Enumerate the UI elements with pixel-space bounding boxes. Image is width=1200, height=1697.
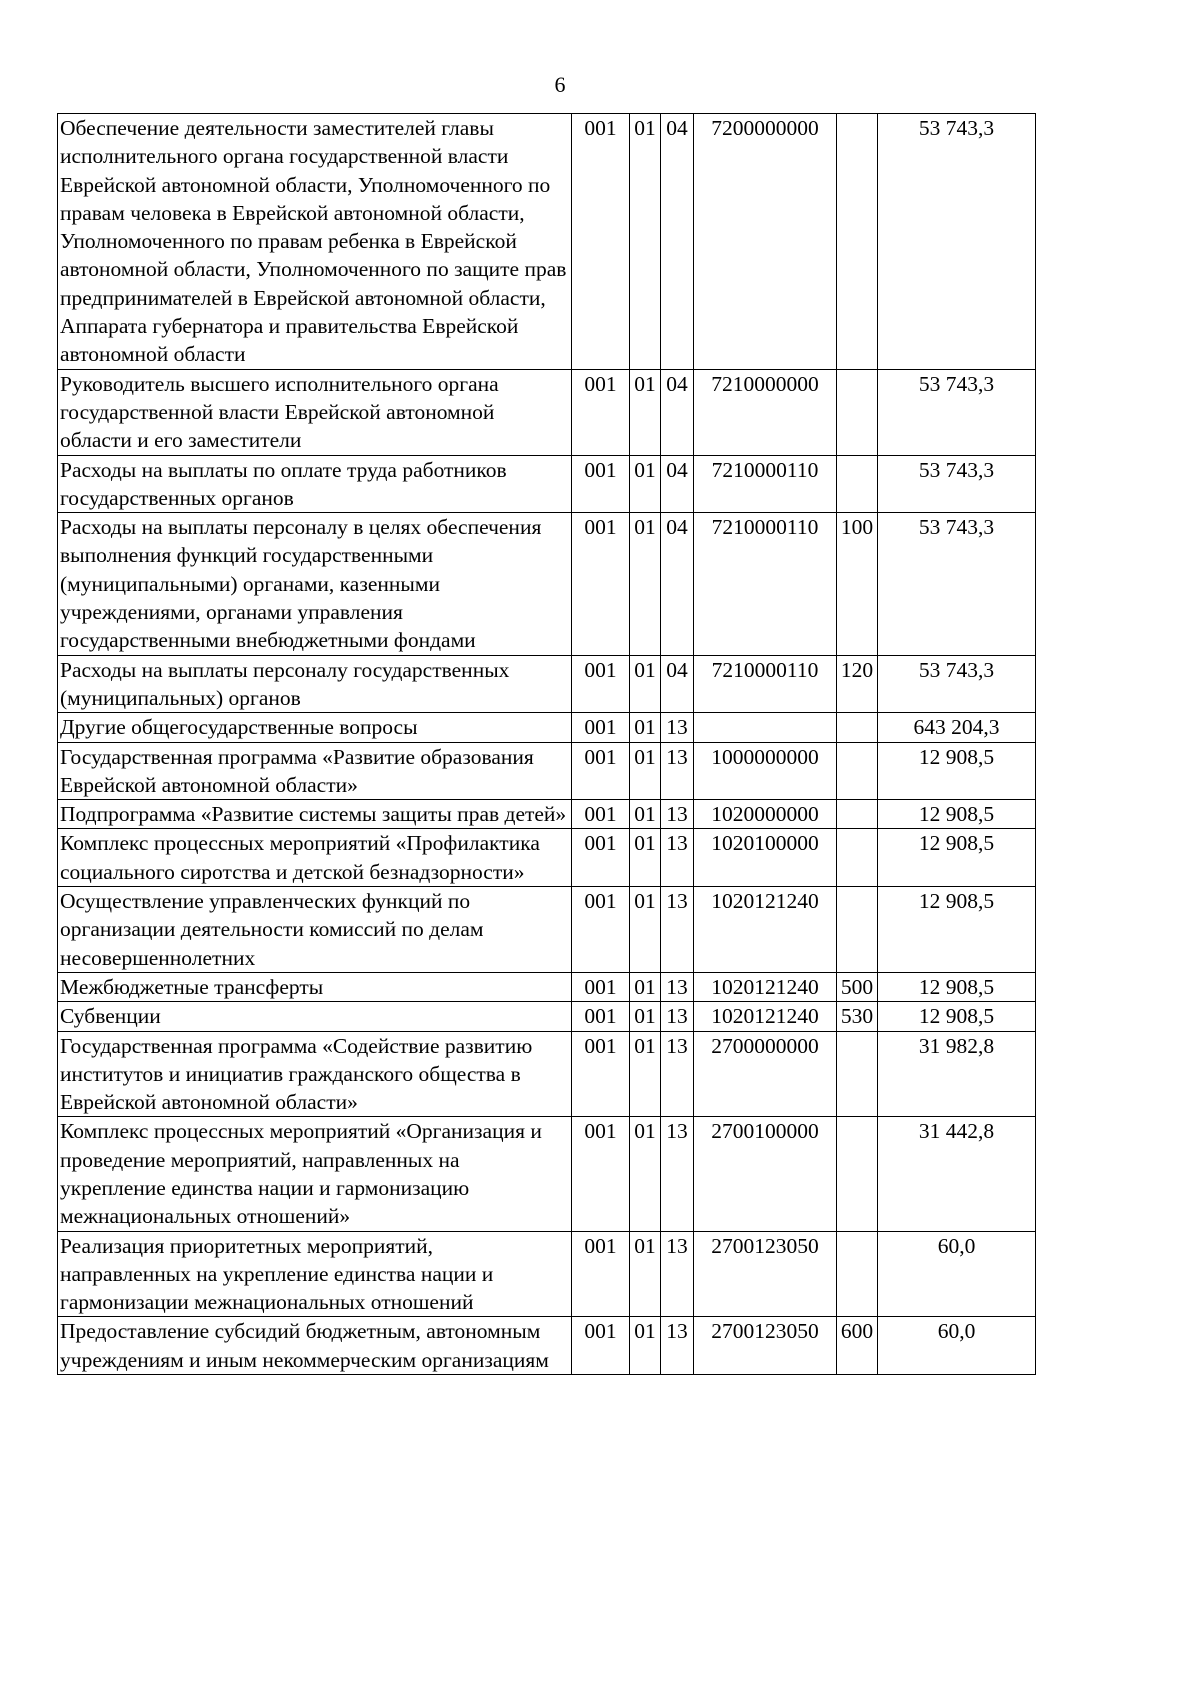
table-row	[58, 829, 1036, 887]
admin-code: 001	[572, 114, 630, 370]
admin-code: 001	[572, 455, 630, 513]
subsection-code: 13	[661, 1231, 694, 1317]
admin-code: 001	[572, 513, 630, 655]
amount: 53 743,3	[878, 114, 1036, 370]
target-article-code: 2700123050	[694, 1231, 837, 1317]
target-article-code: 2700123050	[694, 1317, 837, 1375]
page-number: 6	[554, 72, 566, 97]
amount: 60,0	[878, 1231, 1036, 1317]
section-code: 01	[630, 742, 661, 800]
target-article-code: 1020121240	[694, 887, 837, 973]
subsection-code: 04	[661, 655, 694, 713]
target-article-code: 1000000000	[694, 742, 837, 800]
expense-name: Реализация приоритетных мероприятий, направленных на укрепление единства нации и гармонизации межнациональных отношений	[58, 1231, 572, 1317]
target-article-code: 7210000110	[694, 655, 837, 713]
target-article-code: 1020100000	[694, 829, 837, 887]
subsection-code: 04	[661, 114, 694, 370]
target-article-code: 7210000000	[694, 369, 837, 455]
expense-type-code	[837, 369, 878, 455]
expense-type-code	[837, 1031, 878, 1117]
admin-code: 001	[572, 887, 630, 973]
expense-name: Подпрограмма «Развитие системы защиты прав детей»	[58, 800, 572, 829]
subsection-code: 13	[661, 829, 694, 887]
admin-code: 001	[572, 1231, 630, 1317]
amount: 12 908,5	[878, 1002, 1036, 1031]
section-code: 01	[630, 887, 661, 973]
target-article-code: 1020121240	[694, 1002, 837, 1031]
expense-type-code	[837, 1231, 878, 1317]
table-row	[58, 713, 1036, 742]
expense-name: Субвенции	[58, 1002, 572, 1031]
expense-name: Государственная программа «Содействие развитию институтов и инициатив гражданского общества в Еврейской автономной области»	[58, 1031, 572, 1117]
target-article-code: 1020000000	[694, 800, 837, 829]
expense-type-code	[837, 800, 878, 829]
expense-name: Комплекс процессных мероприятий «Профилактика социального сиротства и детской безнадзорности»	[58, 829, 572, 887]
expense-name: Расходы на выплаты по оплате труда работников государственных органов	[58, 455, 572, 513]
expense-type-code	[837, 713, 878, 742]
amount: 53 743,3	[878, 655, 1036, 713]
target-article-code	[694, 713, 837, 742]
amount: 53 743,3	[878, 455, 1036, 513]
section-code: 01	[630, 655, 661, 713]
expense-type-code	[837, 455, 878, 513]
admin-code: 001	[572, 369, 630, 455]
subsection-code: 13	[661, 800, 694, 829]
subsection-code: 04	[661, 369, 694, 455]
section-code: 01	[630, 369, 661, 455]
table-row	[58, 513, 1036, 655]
expense-name: Комплекс процессных мероприятий «Организация и проведение мероприятий, направленных на укрепление единства нации и гармонизацию межнациональных отношений»	[58, 1117, 572, 1231]
target-article-code: 2700000000	[694, 1031, 837, 1117]
expense-type-code: 100	[837, 513, 878, 655]
target-article-code: 1020121240	[694, 972, 837, 1001]
table-row	[58, 1117, 1036, 1231]
amount: 12 908,5	[878, 800, 1036, 829]
subsection-code: 13	[661, 1031, 694, 1117]
expense-type-code	[837, 742, 878, 800]
subsection-code: 13	[661, 742, 694, 800]
amount: 12 908,5	[878, 972, 1036, 1001]
section-code: 01	[630, 1031, 661, 1117]
subsection-code: 13	[661, 1317, 694, 1375]
subsection-code: 04	[661, 513, 694, 655]
target-article-code: 7210000110	[694, 513, 837, 655]
amount: 12 908,5	[878, 887, 1036, 973]
admin-code: 001	[572, 800, 630, 829]
table-row	[58, 369, 1036, 455]
table-row	[58, 972, 1036, 1001]
table-row	[58, 114, 1036, 370]
amount: 53 743,3	[878, 369, 1036, 455]
expense-name: Руководитель высшего исполнительного органа государственной власти Еврейской автономной области и его заместители	[58, 369, 572, 455]
expense-name: Другие общегосударственные вопросы	[58, 713, 572, 742]
target-article-code: 7210000110	[694, 455, 837, 513]
admin-code: 001	[572, 1002, 630, 1031]
expense-type-code: 530	[837, 1002, 878, 1031]
expense-name: Осуществление управленческих функций по организации деятельности комиссий по делам несовершеннолетних	[58, 887, 572, 973]
admin-code: 001	[572, 829, 630, 887]
subsection-code: 13	[661, 1002, 694, 1031]
section-code: 01	[630, 713, 661, 742]
subsection-code: 13	[661, 1117, 694, 1231]
amount: 60,0	[878, 1317, 1036, 1375]
expense-type-code	[837, 1117, 878, 1231]
section-code: 01	[630, 1317, 661, 1375]
section-code: 01	[630, 114, 661, 370]
target-article-code: 7200000000	[694, 114, 837, 370]
subsection-code: 13	[661, 887, 694, 973]
table-row	[58, 887, 1036, 973]
expense-type-code: 600	[837, 1317, 878, 1375]
section-code: 01	[630, 513, 661, 655]
expense-name: Межбюджетные трансферты	[58, 972, 572, 1001]
table-row	[58, 655, 1036, 713]
section-code: 01	[630, 1231, 661, 1317]
expense-type-code	[837, 887, 878, 973]
expense-type-code: 120	[837, 655, 878, 713]
expense-name: Предоставление субсидий бюджетным, автономным учреждениям и иным некоммерческим организациям	[58, 1317, 572, 1375]
section-code: 01	[630, 1002, 661, 1031]
admin-code: 001	[572, 1031, 630, 1117]
amount: 53 743,3	[878, 513, 1036, 655]
table-row	[58, 1231, 1036, 1317]
table-row	[58, 1317, 1036, 1375]
section-code: 01	[630, 972, 661, 1001]
table-row	[58, 742, 1036, 800]
admin-code: 001	[572, 655, 630, 713]
table-row	[58, 1002, 1036, 1031]
target-article-code: 2700100000	[694, 1117, 837, 1231]
admin-code: 001	[572, 972, 630, 1001]
expense-type-code	[837, 114, 878, 370]
section-code: 01	[630, 829, 661, 887]
expense-name: Государственная программа «Развитие образования Еврейской автономной области»	[58, 742, 572, 800]
admin-code: 001	[572, 713, 630, 742]
expense-name: Расходы на выплаты персоналу государственных (муниципальных) органов	[58, 655, 572, 713]
admin-code: 001	[572, 742, 630, 800]
admin-code: 001	[572, 1317, 630, 1375]
budget-table	[57, 113, 1036, 1375]
subsection-code: 04	[661, 455, 694, 513]
amount: 31 442,8	[878, 1117, 1036, 1231]
amount: 643 204,3	[878, 713, 1036, 742]
table-row	[58, 1031, 1036, 1117]
section-code: 01	[630, 800, 661, 829]
admin-code: 001	[572, 1117, 630, 1231]
expense-type-code	[837, 829, 878, 887]
expense-name: Расходы на выплаты персоналу в целях обеспечения выполнения функций государственными (муниципальными) органами, казенными учреждениями, органами управления государственными внебюджетными фондами	[58, 513, 572, 655]
table-row	[58, 800, 1036, 829]
section-code: 01	[630, 455, 661, 513]
expense-name: Обеспечение деятельности заместителей главы исполнительного органа государственной власти Еврейской автономной области, Уполномоченного по правам человека в Еврейской автономной области, Уполномоченного по правам ребенка в Еврейской автономной области, Уполномоченного по защите прав предпринимателей в Еврейской автономной области, Аппарата губернатора и правительства Еврейской автономной области	[58, 114, 572, 370]
amount: 12 908,5	[878, 829, 1036, 887]
subsection-code: 13	[661, 713, 694, 742]
section-code: 01	[630, 1117, 661, 1231]
subsection-code: 13	[661, 972, 694, 1001]
amount: 31 982,8	[878, 1031, 1036, 1117]
table-row	[58, 455, 1036, 513]
expense-type-code: 500	[837, 972, 878, 1001]
amount: 12 908,5	[878, 742, 1036, 800]
